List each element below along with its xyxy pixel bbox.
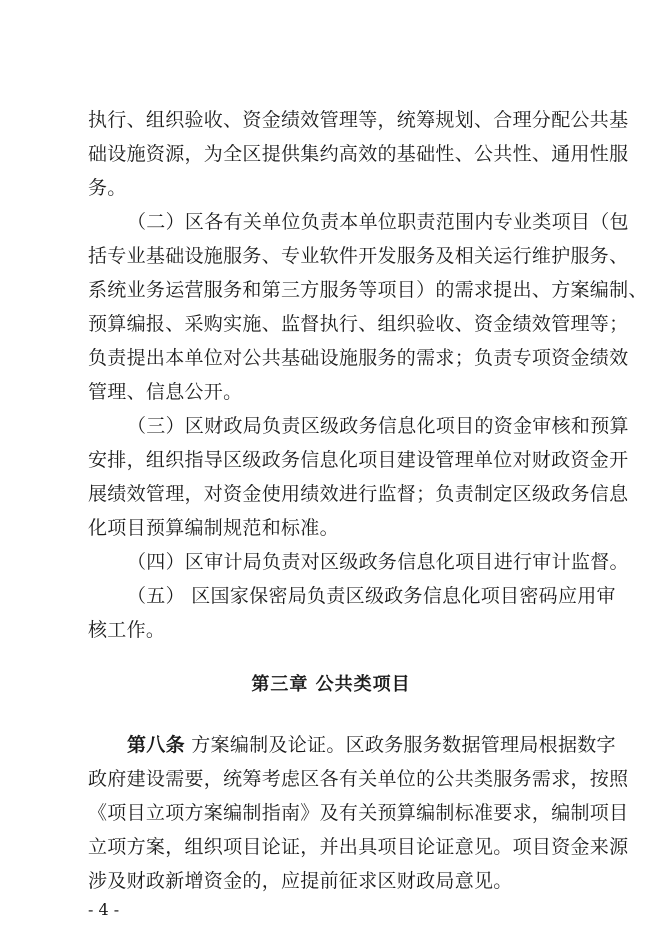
paragraph-line: （四）区审计局负责对区级政务信息化项目进行审计监督。 — [127, 551, 629, 573]
paragraph-line: 立项方案，组织项目论证，并出具项目论证意见。项目资金来源 — [88, 836, 629, 858]
paragraph-line: 系统业务运营服务和第三方服务等项目）的需求提出、方案编制、 — [88, 279, 648, 301]
paragraph-line: 安排，组织指导区级政务信息化项目建设管理单位对财政资金开 — [88, 449, 629, 471]
article-text: 方案编制及论证。区政务服务数据管理局根据数字 — [184, 734, 616, 756]
paragraph-line: 预算编报、采购实施、监督执行、组织验收、资金绩效管理等； — [88, 313, 629, 335]
paragraph-line: 《项目立项方案编制指南》及有关预算编制标准要求，编制项目 — [88, 802, 629, 824]
article-label: 第八条 — [127, 734, 185, 756]
paragraph-line: 化项目预算编制规范和标准。 — [88, 517, 339, 539]
paragraph-line: 管理、信息公开。 — [88, 381, 243, 403]
paragraph-line: 负责提出本单位对公共基础设施服务的需求；负责专项资金绩效 — [88, 347, 629, 369]
page-number: - 4 - — [88, 900, 120, 919]
paragraph-line: （三）区财政局负责区级政务信息化项目的资金审核和预算 — [127, 415, 629, 437]
paragraph-line: 政府建设需要，统筹考虑区各有关单位的公共类服务需求，按照 — [88, 768, 629, 790]
paragraph-line: 展绩效管理，对资金使用绩效进行监督；负责制定区级政务信息 — [88, 483, 629, 505]
paragraph-line: 核工作。 — [88, 619, 166, 641]
paragraph-line: 涉及财政新增资金的，应提前征求区财政局意见。 — [88, 870, 513, 892]
chapter-heading: 第三章 公共类项目 — [251, 674, 411, 695]
paragraph-line: 括专业基础设施服务、专业软件开发服务及相关运行维护服务、 — [88, 245, 629, 267]
paragraph-line: 务。 — [88, 177, 127, 199]
article-first-line — [127, 736, 616, 755]
paragraph-line: 础设施资源，为全区提供集约高效的基础性、公共性、通用性服 — [88, 143, 629, 165]
paragraph-line: （二）区各有关单位负责本单位职责范围内专业类项目（包 — [127, 211, 629, 233]
paragraph-line: 执行、组织验收、资金绩效管理等，统筹规划、合理分配公共基 — [88, 109, 629, 131]
paragraph-line: （五） 区国家保密局负责区级政务信息化项目密码应用审 — [127, 585, 616, 607]
